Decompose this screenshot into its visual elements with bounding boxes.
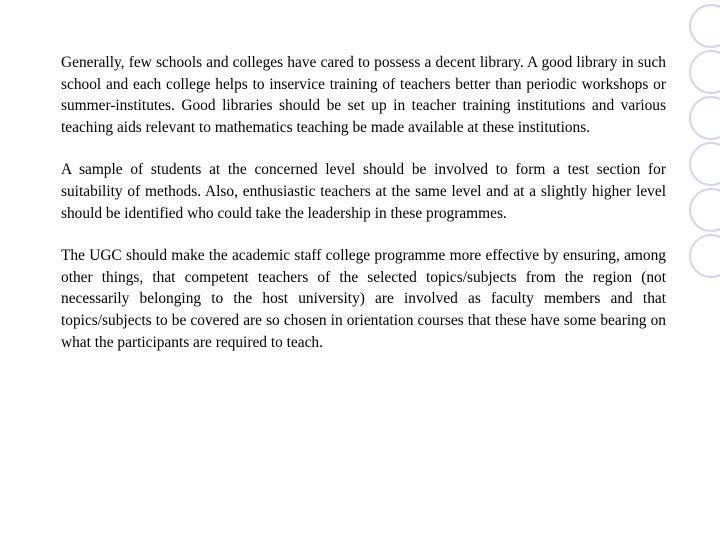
paragraph-library: Generally, few schools and colleges have cared to possess a decent library. A good library in such school and each college helps to inservice training of teachers better than periodic workshops or summer-institutes. Good libraries should be set up in teacher training institutions and various teaching aids relevant to mathematics teaching be made available at these institutions. xyxy=(61,54,666,136)
slide-body xyxy=(61,52,666,374)
ring-5 xyxy=(690,189,720,231)
ring-2 xyxy=(690,51,720,93)
ring-1 xyxy=(690,5,720,47)
paragraph-ugc: The UGC should make the academic staff college programme more effective by ensuring, among other things, that competent teachers of the selected topics/subjects from the region (not necessarily belonging to the host university) are involved as faculty members and that topics/subjects to be covered are so chosen in orientation courses that these have some bearing on what the participants are required to teach. xyxy=(61,247,666,351)
ring-4 xyxy=(690,143,720,185)
ring-6 xyxy=(690,235,720,277)
ring-3 xyxy=(690,97,720,139)
paragraph-test-section: A sample of students at the concerned level should be involved to form a test section for suitability of methods. Also, enthusiastic teachers at the same level and at a slightly higher level should be identified who could take the leadership in these programmes. xyxy=(61,161,666,222)
